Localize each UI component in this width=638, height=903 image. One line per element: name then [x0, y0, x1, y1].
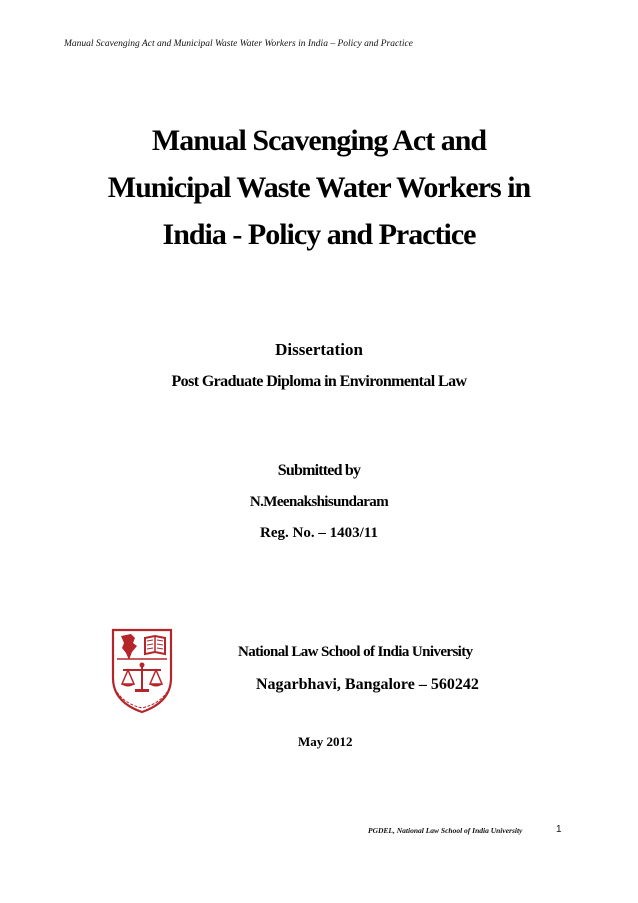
page-number: 1 — [556, 824, 562, 835]
institution-address: Nagarbhavi, Bangalore – 560242 — [256, 676, 479, 693]
registration-number: Reg. No. – 1403/11 — [260, 525, 378, 541]
document-type: Dissertation — [275, 340, 363, 359]
author-name: N.Meenakshisundaram — [249, 494, 389, 510]
institution-name: National Law School of India University — [238, 644, 473, 660]
title-line-3: India - Policy and Practice — [162, 218, 476, 251]
submitted-by-label: Submitted by — [277, 462, 361, 479]
title-line-2: Municipal Waste Water Workers in — [107, 171, 531, 204]
title-line-1: Manual Scavenging Act and — [151, 124, 487, 157]
degree-name: Post Graduate Diploma in Environmental Law — [171, 373, 467, 390]
document-title — [60, 117, 578, 258]
page-footer: PGDEL, National Law School of India University — [368, 826, 523, 835]
submission-date: May 2012 — [298, 734, 353, 749]
running-header: Manual Scavenging Act and Municipal Waste Water Workers in India – Policy and Practice — [64, 39, 413, 49]
nlsiu-emblem-icon — [109, 626, 175, 716]
